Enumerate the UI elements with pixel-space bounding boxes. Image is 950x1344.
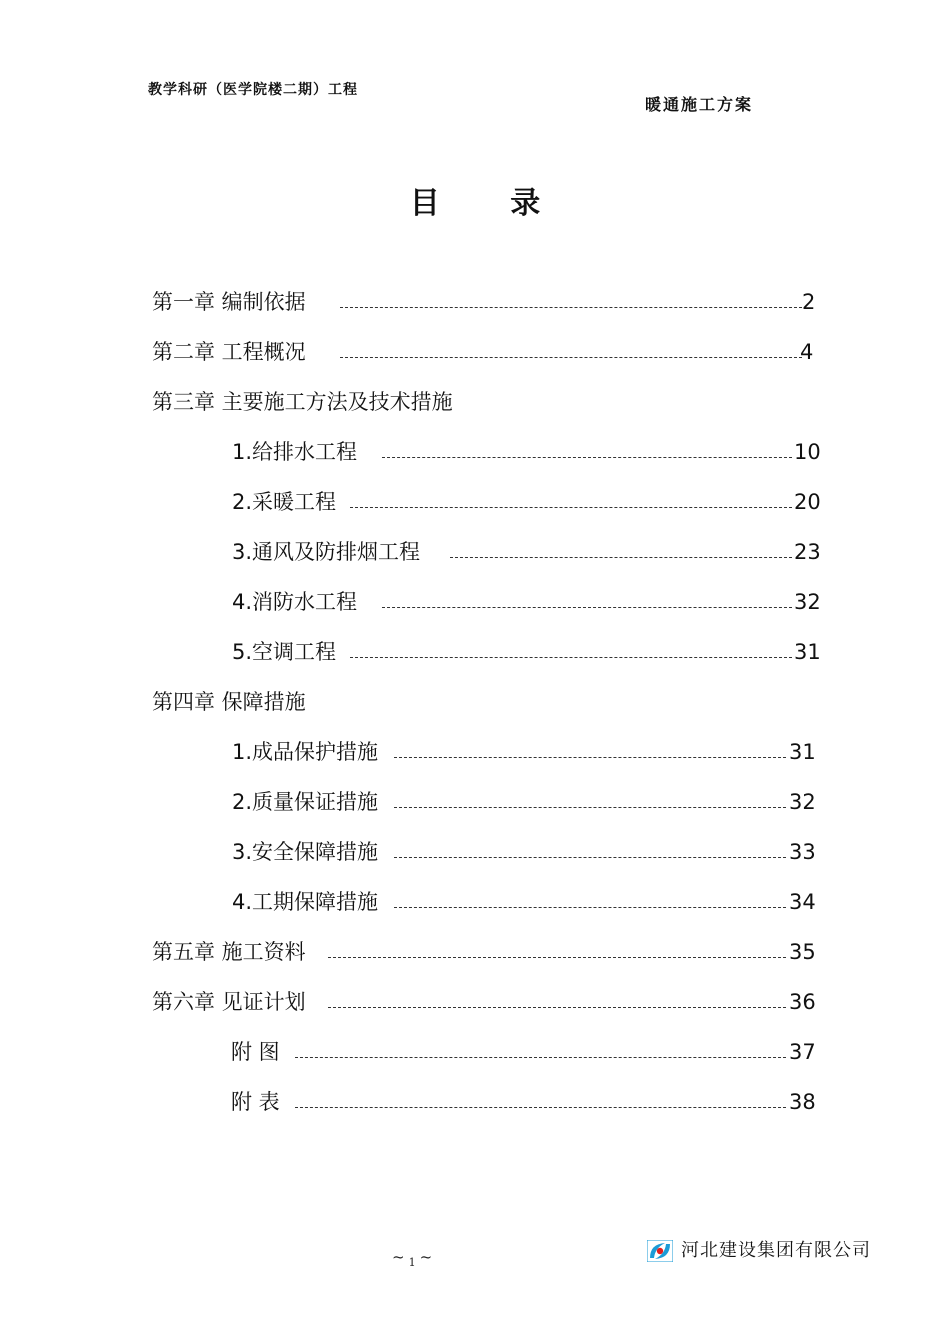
- page-title-char-2: 录: [510, 186, 541, 221]
- toc-entry[interactable]: [152, 938, 822, 966]
- toc-dot-leader: [295, 1057, 786, 1058]
- toc-dot-leader: [382, 457, 792, 458]
- page-number-suffix: ~: [419, 1248, 433, 1266]
- header-document-title: 暖通施工方案: [645, 95, 754, 114]
- toc-page-number: 20: [794, 490, 821, 514]
- toc-page-number: 35: [789, 940, 816, 964]
- toc-dot-leader: [394, 857, 786, 858]
- toc-entry-title: 2.质量保证措施: [232, 790, 379, 814]
- toc-entry-title: 第一章 编制依据: [152, 290, 306, 314]
- toc-dot-leader: [350, 507, 792, 508]
- toc-entry[interactable]: [232, 638, 822, 666]
- toc-entry-title: 1.成品保护措施: [232, 740, 379, 764]
- toc-entry[interactable]: [152, 988, 822, 1016]
- company-logo-icon: [647, 1240, 673, 1262]
- toc-entry-title: 2.采暖工程: [232, 490, 337, 514]
- toc-entry[interactable]: [232, 888, 822, 916]
- toc-dot-leader: [394, 807, 786, 808]
- toc-dot-leader: [340, 307, 802, 308]
- toc-entry-title: 4.消防水工程: [232, 590, 358, 614]
- toc-entry-title: 附 图: [231, 1040, 280, 1064]
- toc-entry-title: 附 表: [231, 1090, 280, 1114]
- toc-entry[interactable]: [231, 1088, 822, 1116]
- toc-dot-leader: [328, 957, 786, 958]
- toc-entry-title: 1.给排水工程: [232, 440, 358, 464]
- toc-entry-title: 4.工期保障措施: [232, 890, 379, 914]
- toc-entry-title: 第四章 保障措施: [152, 690, 306, 714]
- toc-dot-leader: [450, 557, 792, 558]
- toc-page-number: 10: [794, 440, 821, 464]
- toc-entry[interactable]: [152, 338, 822, 366]
- toc-page-number: 33: [789, 840, 816, 864]
- toc-entry[interactable]: [232, 738, 822, 766]
- toc-entry[interactable]: [232, 588, 822, 616]
- toc-entry[interactable]: [231, 1038, 822, 1066]
- toc-page-number: 23: [794, 540, 821, 564]
- toc-page-number: 32: [789, 790, 816, 814]
- toc-page-number: 2: [802, 290, 816, 314]
- toc-entry[interactable]: [232, 438, 822, 466]
- page-number: [392, 1248, 432, 1269]
- toc-entry[interactable]: [232, 538, 822, 566]
- toc-page-number: 4: [800, 340, 814, 364]
- toc-page-number: 31: [794, 640, 821, 664]
- page-title-char-1: 目: [409, 186, 440, 221]
- toc-entry-title: 第五章 施工资料: [152, 940, 306, 964]
- toc-dot-leader: [295, 1107, 786, 1108]
- toc-dot-leader: [350, 657, 792, 658]
- toc-entry[interactable]: [232, 488, 822, 516]
- toc-entry[interactable]: [232, 838, 822, 866]
- page-number-prefix: ~: [392, 1248, 405, 1266]
- toc-page-number: 34: [789, 890, 816, 914]
- company-name: 河北建设集团有限公司: [681, 1240, 871, 1261]
- toc-page-number: 36: [789, 990, 816, 1014]
- toc-page-number: 31: [789, 740, 816, 764]
- toc-page-number: 37: [789, 1040, 816, 1064]
- toc-page-number: 32: [794, 590, 821, 614]
- toc-entry-title: 5.空调工程: [232, 640, 337, 664]
- toc-entry[interactable]: [152, 288, 822, 316]
- toc-dot-leader: [340, 357, 802, 358]
- toc-entry[interactable]: [232, 788, 822, 816]
- toc-dot-leader: [328, 1007, 786, 1008]
- toc-dot-leader: [394, 757, 786, 758]
- toc-entry-title: 第六章 见证计划: [152, 990, 306, 1014]
- toc-entry-title: 第二章 工程概况: [152, 340, 306, 364]
- toc-entry-title: 3.通风及防排烟工程: [232, 540, 421, 564]
- toc-chapter-heading[interactable]: [152, 688, 822, 716]
- toc-chapter-heading[interactable]: [152, 388, 822, 416]
- toc-entry-title: 第三章 主要施工方法及技术措施: [152, 390, 453, 414]
- toc-dot-leader: [394, 907, 786, 908]
- toc-page-number: 38: [789, 1090, 816, 1114]
- header-project-name: 教学科研（医学院楼二期）工程: [148, 82, 358, 98]
- page-number-value: 1: [408, 1256, 416, 1269]
- toc-entry-title: 3.安全保障措施: [232, 840, 379, 864]
- toc-dot-leader: [382, 607, 792, 608]
